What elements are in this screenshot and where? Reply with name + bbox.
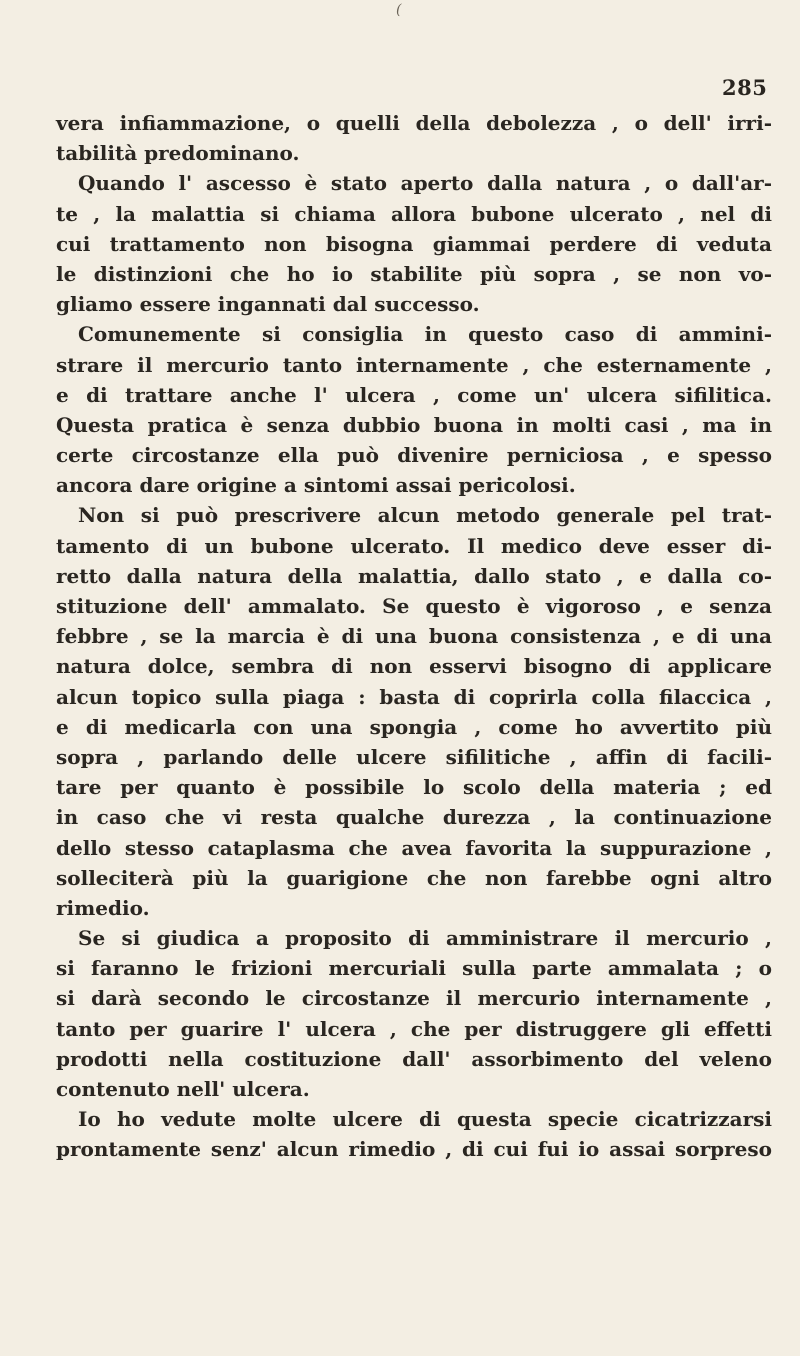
text-line: Io ho vedute molte ulcere di questa specie cicatrizzarsi [78, 1107, 772, 1132]
text-line: solleciterà più la guarigione che non farebbe ogni altro [56, 865, 772, 890]
text-line: si faranno le frizioni mercuriali sulla parte ammalata ; o [56, 956, 772, 981]
text-line: rimedio. [56, 895, 150, 920]
text-line: febbre , se la marcia è di una buona consistenza , e di una [56, 624, 772, 649]
text-line: alcun topico sulla piaga : basta di coprirla colla filaccica , [56, 684, 772, 709]
text-line: Non si può prescrivere alcun metodo generale pel trat- [78, 503, 772, 528]
text-line: natura dolce, sembra di non esservi bisogno di applicare [56, 654, 772, 679]
text-line: in caso che vi resta qualche durezza , la continuazione [56, 805, 772, 830]
text-line: dello stesso cataplasma che avea favorita la suppurazione , [56, 835, 772, 860]
text-line: retto dalla natura della malattia, dallo stato , e dalla co- [56, 563, 772, 588]
text-line: cui trattamento non bisogna giammai perdere di veduta [56, 231, 772, 256]
text-line: tabilità predominano. [56, 141, 300, 166]
text-line: sopra , parlando delle ulcere sifilitiche , affin di facili- [56, 744, 772, 769]
text-line: ancora dare origine a sintomi assai pericolosi. [56, 473, 576, 498]
text-line: tamento di un bubone ulcerato. Il medico deve esser di- [56, 533, 772, 558]
text-line: tanto per guarire l' ulcera , che per distruggere gli effetti [56, 1016, 772, 1041]
text-line: Se si giudica a proposito di amministrare il mercurio , [78, 926, 772, 951]
text-line: le distinzioni che ho io stabilite più sopra , se non vo- [56, 261, 772, 286]
text-line: vera infiammazione, o quelli della debolezza , o dell' irri- [56, 111, 772, 135]
text-line: prodotti nella costituzione dall' assorbimento del veleno [56, 1046, 772, 1071]
body-text [56, 108, 772, 1165]
text-line: Quando l' ascesso è stato aperto dalla natura , o dall'ar- [78, 171, 772, 196]
text-line: strare il mercurio tanto internamente , che esternamente , [56, 352, 772, 377]
text-line: certe circostanze ella può divenire perniciosa , e spesso [56, 443, 772, 468]
text-line: e di medicarla con una spongia , come ho avvertito più [56, 714, 772, 739]
text-line: Comunemente si consiglia in questo caso di ammini- [78, 322, 772, 347]
page-number: 285 [722, 75, 768, 100]
text-line: te , la malattia si chiama allora bubone ulcerato , nel di [56, 201, 772, 226]
text-line: stituzione dell' ammalato. Se questo è vigoroso , e senza [56, 594, 772, 618]
text-line: contenuto nell' ulcera. [56, 1077, 310, 1101]
text-line: e di trattare anche l' ulcera , come un' ulcera sifilitica. [56, 382, 772, 407]
text-line: si darà secondo le circostanze il mercurio internamente , [56, 986, 772, 1011]
text-line: tare per quanto è possibile lo scolo della materia ; ed [56, 775, 772, 800]
page-top-mark: ( [396, 2, 402, 18]
text-line: prontamente senz' alcun rimedio , di cui fui io assai sorpreso [56, 1137, 772, 1162]
text-line: Questa pratica è senza dubbio buona in molti casi , ma in [56, 412, 772, 437]
text-line: gliamo essere ingannati dal successo. [56, 292, 480, 317]
